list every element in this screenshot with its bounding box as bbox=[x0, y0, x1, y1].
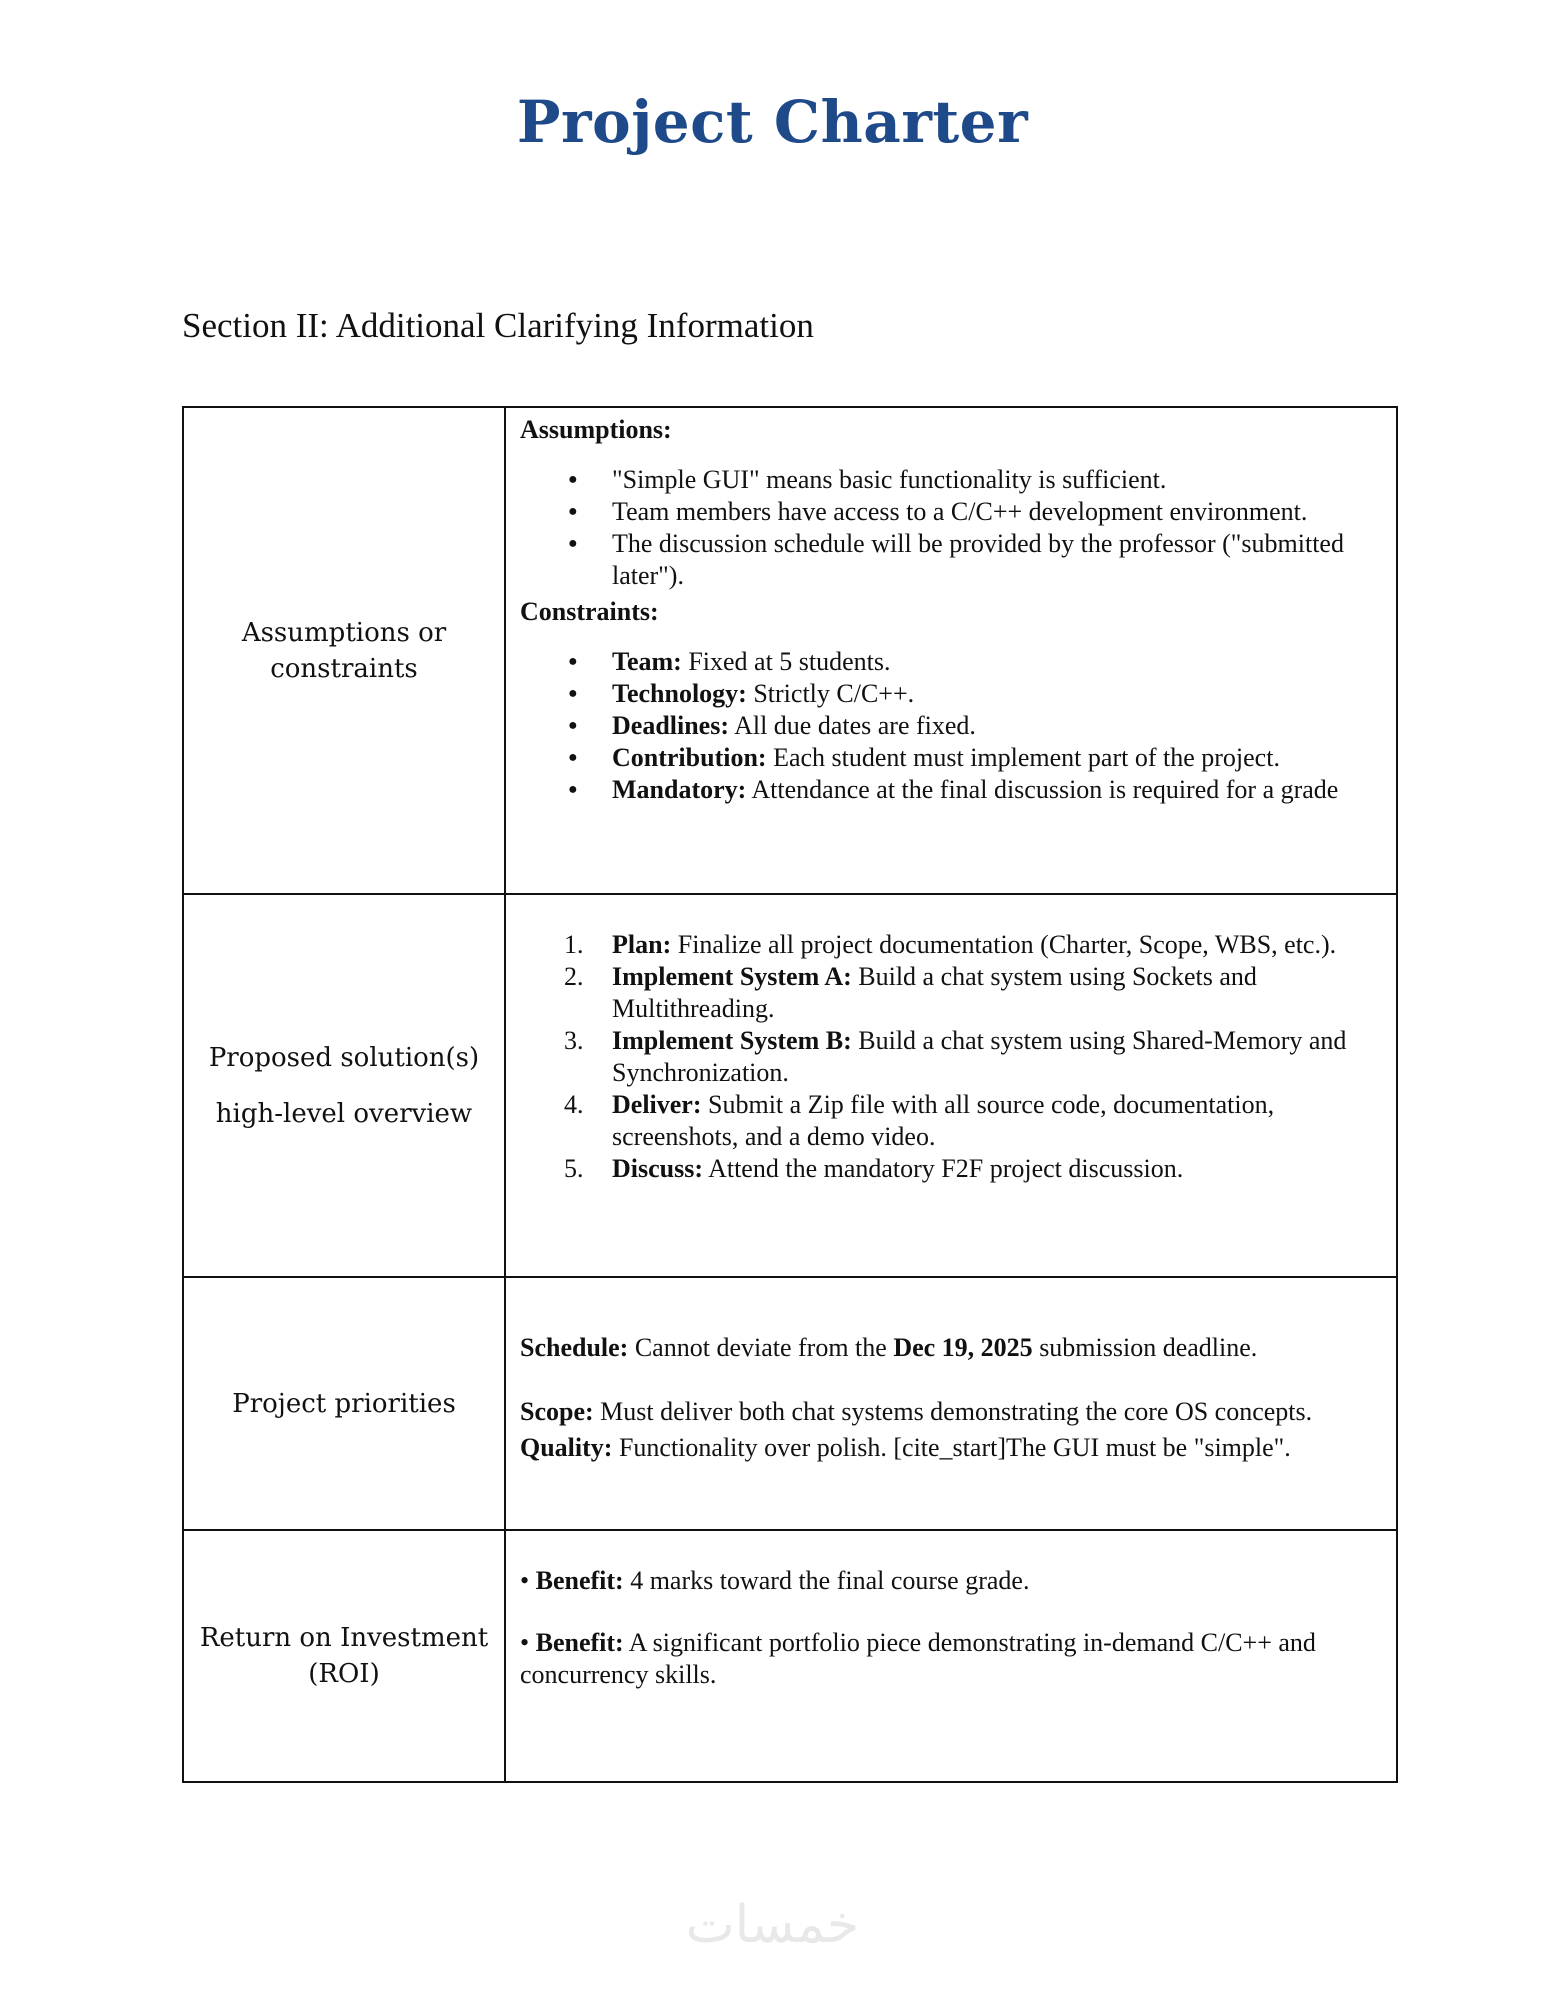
priority-schedule bbox=[520, 1332, 1382, 1364]
item-key: Schedule: bbox=[520, 1333, 629, 1362]
row-label-text: Project priorities bbox=[232, 1388, 456, 1419]
item-key: Deliver: bbox=[612, 1090, 702, 1119]
table-row-proposed-solutions bbox=[183, 894, 1397, 1277]
list-item: ● Team members have access to a C/C++ development environment. bbox=[612, 496, 1382, 528]
item-text: Fixed at 5 students. bbox=[681, 647, 891, 676]
item-text: All due dates are fixed. bbox=[729, 711, 976, 740]
step-number: 1. bbox=[564, 930, 584, 959]
list-item bbox=[564, 961, 1382, 1025]
item-text: Attend the mandatory F2F project discussion. bbox=[703, 1154, 1184, 1183]
bullet-icon: • bbox=[520, 1566, 536, 1595]
row-label-text: Proposed solution(s) bbox=[208, 1042, 480, 1073]
item-key: Team: bbox=[612, 647, 682, 676]
step-number: 3. bbox=[564, 1026, 584, 1055]
section-heading: Section II: Additional Clarifying Information bbox=[182, 306, 814, 345]
row-label-text: Assumptions or constraints bbox=[241, 617, 447, 684]
list-item bbox=[612, 678, 1382, 710]
item-text: Each student must implement part of the project. bbox=[766, 743, 1280, 772]
item-key: Plan: bbox=[612, 930, 672, 959]
list-item: ● "Simple GUI" means basic functionality is sufficient. bbox=[612, 464, 1382, 496]
item-text: Strictly C/C++. bbox=[746, 679, 915, 708]
document-title: Project Charter bbox=[516, 88, 1029, 156]
assumptions-heading: Assumptions: bbox=[520, 415, 672, 444]
item-key: Benefit: bbox=[535, 1628, 624, 1657]
item-text: 4 marks toward the final course grade. bbox=[623, 1566, 1030, 1595]
row-content-assumptions bbox=[505, 407, 1397, 894]
item-text: Functionality over polish. [cite_start]The GUI must be "simple". bbox=[612, 1433, 1291, 1462]
row-label-proposed-solutions bbox=[183, 894, 505, 1277]
row-content-project-priorities bbox=[505, 1277, 1397, 1530]
deadline-date: Dec 19, 2025 bbox=[893, 1333, 1033, 1362]
watermark-logo: خمسات bbox=[685, 1895, 860, 1955]
table-row-assumptions bbox=[183, 407, 1397, 894]
list-item: ● The discussion schedule will be provided by the professor ("submitted later"). bbox=[612, 528, 1382, 592]
assumptions-list bbox=[520, 464, 1382, 592]
row-content-roi bbox=[505, 1530, 1397, 1782]
list-item bbox=[612, 646, 1382, 678]
charter-table bbox=[182, 406, 1398, 1783]
item-text: Finalize all project documentation (Charter, Scope, WBS, etc.). bbox=[671, 930, 1337, 959]
item-key: Benefit: bbox=[535, 1566, 624, 1595]
item-key: Implement System A: bbox=[612, 962, 852, 991]
row-label-project-priorities bbox=[183, 1277, 505, 1530]
item-key: Mandatory: bbox=[612, 775, 747, 804]
list-item bbox=[564, 1089, 1382, 1153]
item-text: A significant portfolio piece demonstrating in-demand C/C++ and concurrency skills. bbox=[520, 1628, 1316, 1689]
item-key: Contribution: bbox=[612, 743, 767, 772]
item-key: Technology: bbox=[612, 679, 747, 708]
step-number: 4. bbox=[564, 1090, 584, 1119]
item-text: Submit a Zip file with all source code, documentation, screenshots, and a demo video. bbox=[612, 1090, 1275, 1151]
priority-quality bbox=[520, 1430, 1382, 1466]
item-text: Attendance at the final discussion is required for a grade bbox=[746, 775, 1339, 804]
roi-benefit bbox=[520, 1565, 1382, 1597]
item-text: Must deliver both chat systems demonstrating the core OS concepts. bbox=[593, 1397, 1313, 1426]
list-item bbox=[564, 1153, 1382, 1185]
row-label-text: high-level overview bbox=[215, 1098, 473, 1129]
constraints-heading: Constraints: bbox=[520, 597, 659, 626]
roi-benefit bbox=[520, 1627, 1382, 1691]
item-key: Deadlines: bbox=[612, 711, 729, 740]
table-row-roi bbox=[183, 1530, 1397, 1782]
row-label-roi bbox=[183, 1530, 505, 1782]
item-key: Discuss: bbox=[612, 1154, 704, 1183]
list-item bbox=[564, 1025, 1382, 1089]
priority-scope bbox=[520, 1394, 1382, 1430]
item-text: Build a chat system using Sockets and Multithreading. bbox=[612, 962, 1257, 1023]
list-item bbox=[612, 774, 1382, 806]
item-key: Quality: bbox=[520, 1433, 613, 1462]
item-key: Implement System B: bbox=[612, 1026, 852, 1055]
solution-steps-list bbox=[520, 929, 1382, 1185]
row-label-assumptions bbox=[183, 407, 505, 894]
constraints-list bbox=[520, 646, 1382, 806]
bullet-icon: • bbox=[520, 1628, 536, 1657]
step-number: 5. bbox=[564, 1154, 584, 1183]
list-item bbox=[564, 929, 1382, 961]
table-row-project-priorities bbox=[183, 1277, 1397, 1530]
row-label-text: Return on Investment (ROI) bbox=[199, 1623, 489, 1689]
row-content-proposed-solutions bbox=[505, 894, 1397, 1277]
item-text: Cannot deviate from the bbox=[628, 1333, 894, 1362]
list-item bbox=[612, 710, 1382, 742]
item-key: Scope: bbox=[520, 1397, 594, 1426]
list-item bbox=[612, 742, 1382, 774]
item-text: Build a chat system using Shared-Memory and Synchronization. bbox=[612, 1026, 1347, 1087]
item-text: submission deadline. bbox=[1032, 1333, 1258, 1362]
step-number: 2. bbox=[564, 962, 584, 991]
